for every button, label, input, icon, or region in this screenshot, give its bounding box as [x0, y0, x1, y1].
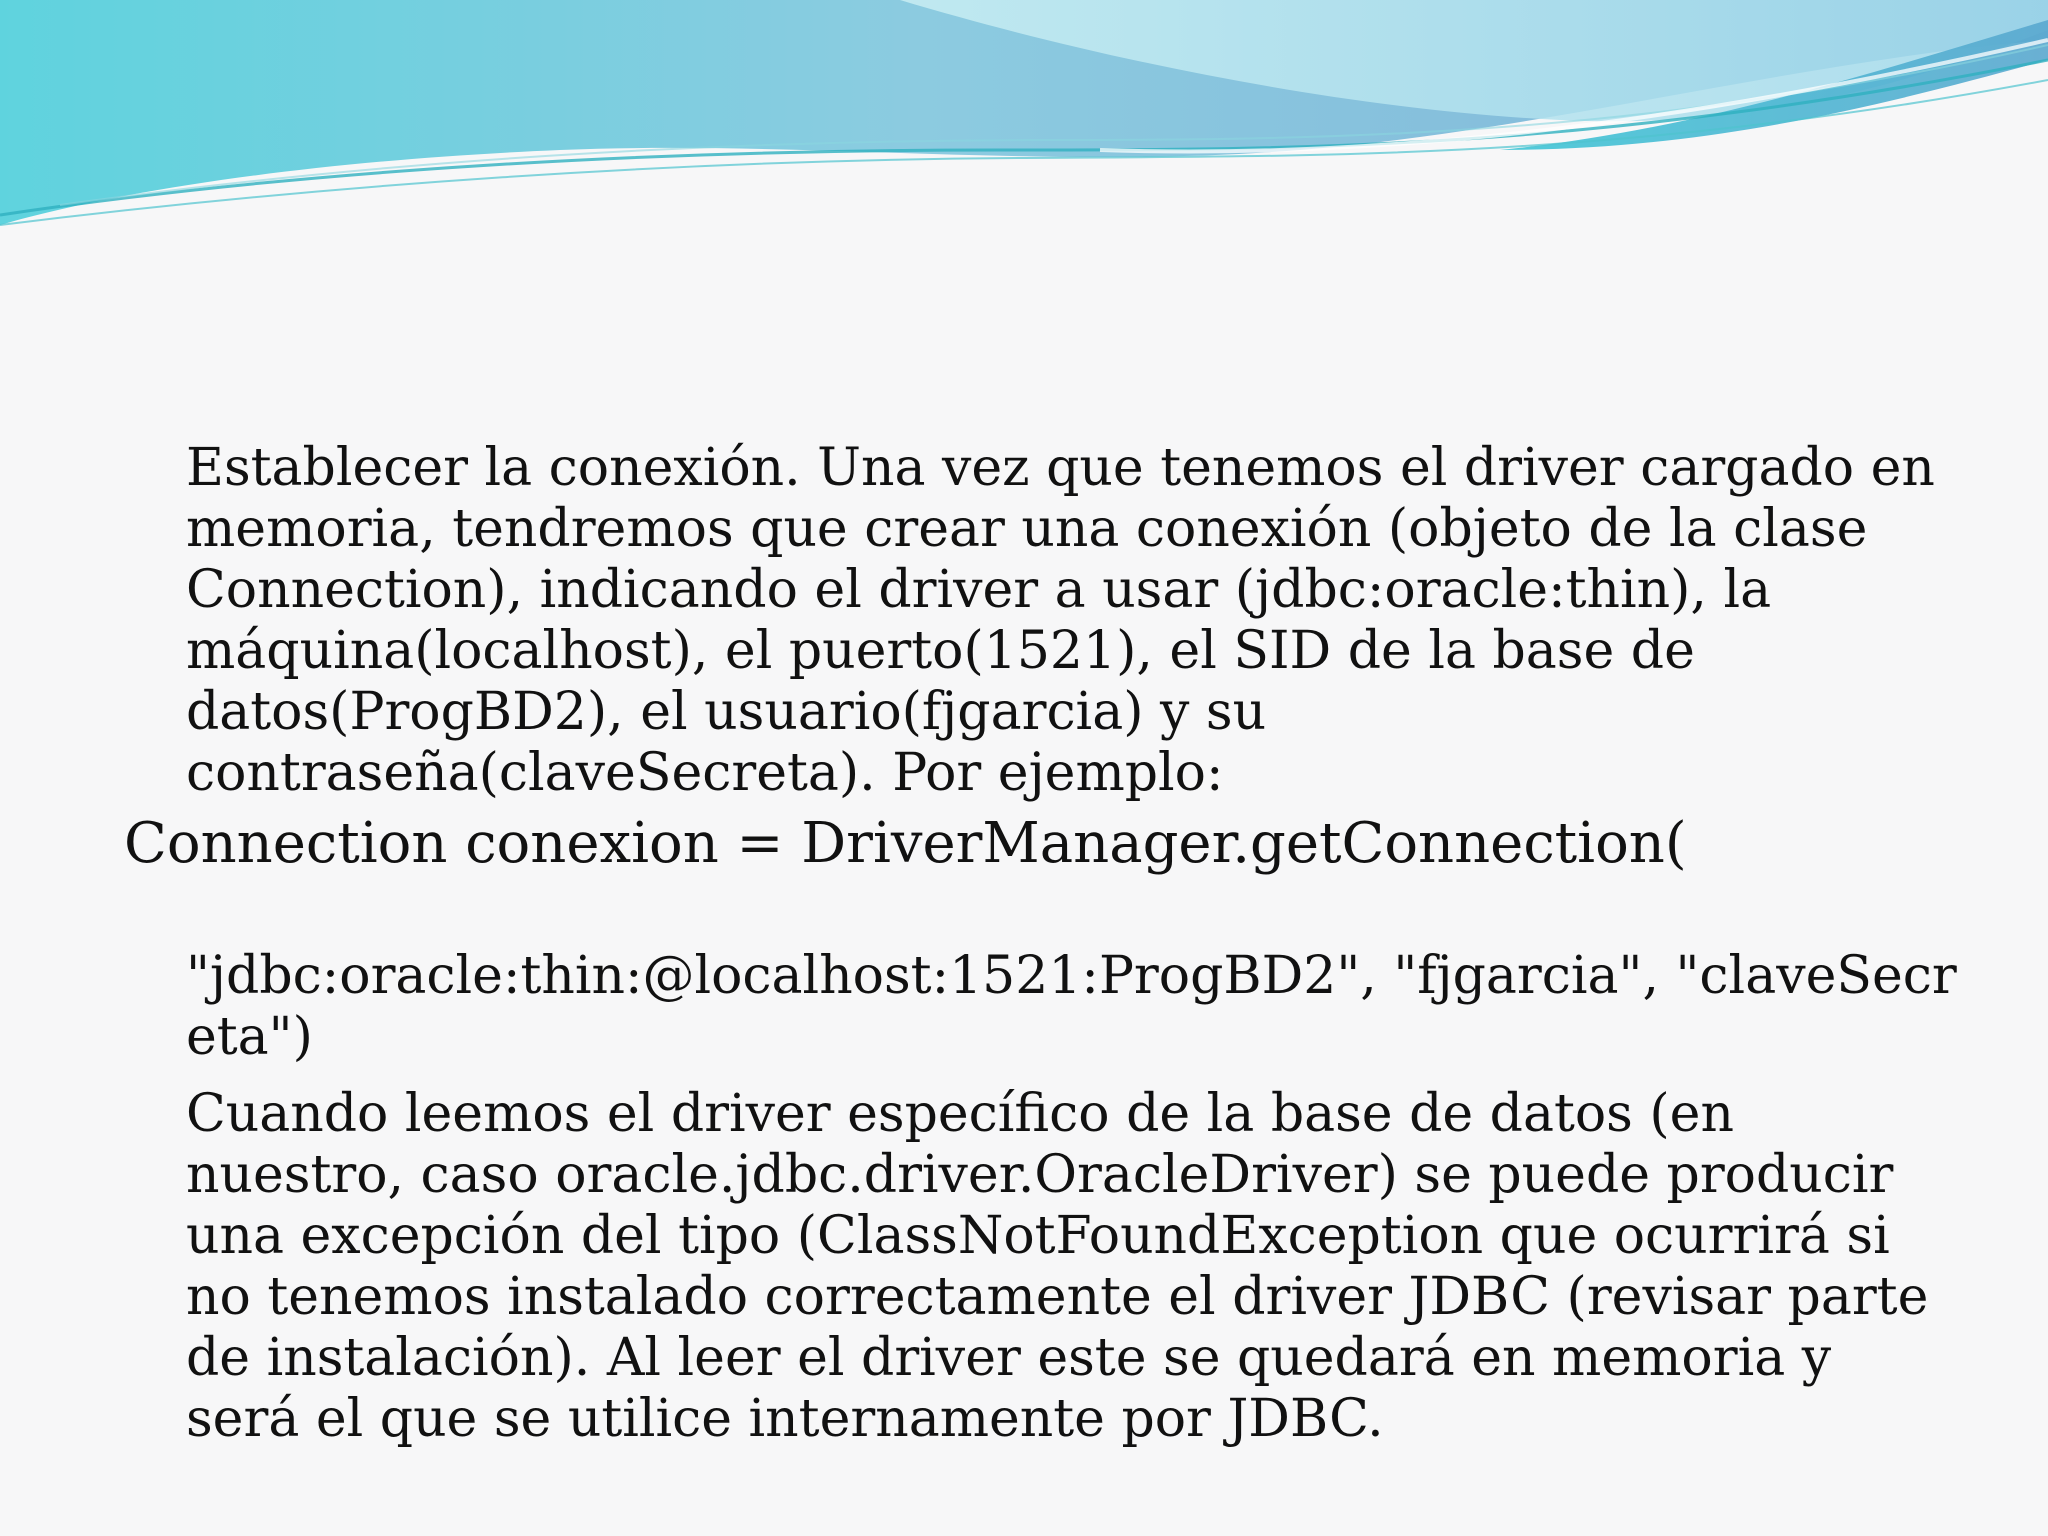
code-arguments	[186, 946, 1957, 1068]
text-line: de instalación). Al leer el driver este se quedará en memoria y	[186, 1328, 1832, 1388]
text-line: máquina(localhost), el puerto(1521), el SID de la base de	[186, 621, 1695, 681]
text-line: Establecer la conexión. Una vez que tenemos el driver cargado en	[186, 438, 1935, 498]
text-line: datos(ProgBD2), el usuario(fjgarcia) y su	[186, 682, 1267, 742]
text-line: "jdbc:oracle:thin:@localhost:1521:ProgBD2", "fjgarcia", "claveSecr	[186, 946, 1957, 1006]
text-line: Connection), indicando el driver a usar (jdbc:oracle:thin), la	[186, 560, 1772, 620]
text-line: será el que se utilice internamente por JDBC.	[186, 1389, 1384, 1449]
text-line: eta")	[186, 1007, 313, 1067]
paragraph-driver-exception	[186, 1084, 1946, 1450]
text-line: memoria, tendremos que crear una conexión (objeto de la clase	[186, 499, 1868, 559]
code-statement: Connection conexion = DriverManager.getConnection(	[124, 811, 1687, 876]
text-line: contraseña(claveSecreta). Por ejemplo:	[186, 743, 1224, 803]
paragraph-connection-intro	[186, 438, 1946, 804]
text-line: Cuando leemos el driver específico de la base de datos (en	[186, 1084, 1734, 1144]
text-line: no tenemos instalado correctamente el driver JDBC (revisar parte	[186, 1267, 1929, 1327]
text-line: una excepción del tipo (ClassNotFoundException que ocurrirá si	[186, 1206, 1890, 1266]
text-line: nuestro, caso oracle.jdbc.driver.OracleDriver) se puede producir	[186, 1145, 1894, 1205]
